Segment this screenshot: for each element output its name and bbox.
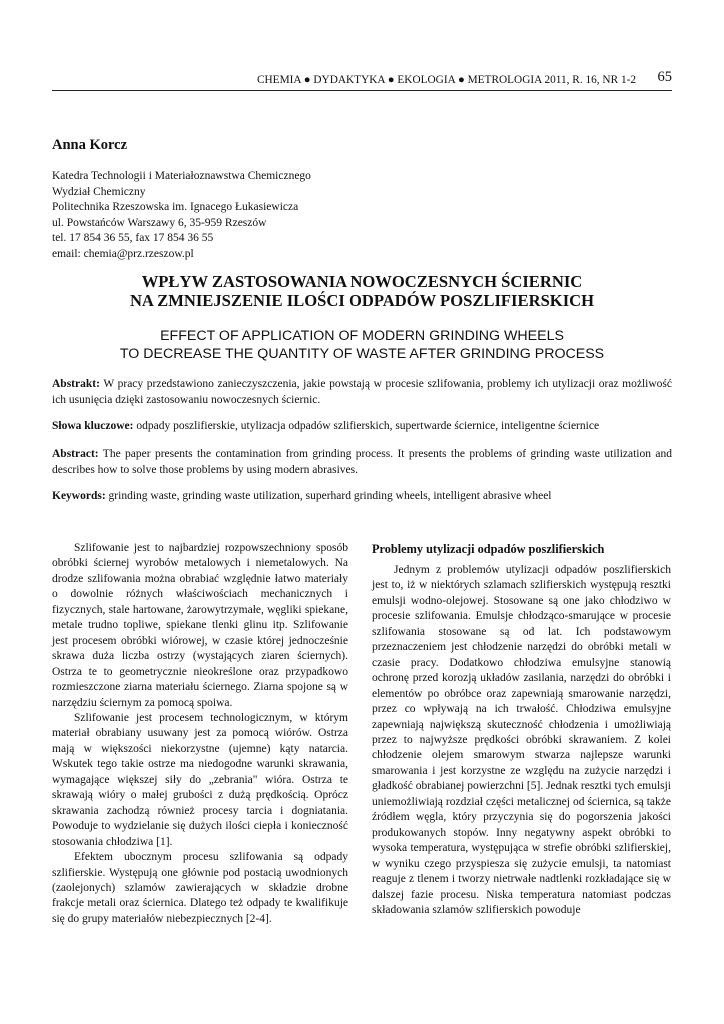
title-english-line: TO DECREASE THE QUANTITY OF WASTE AFTER GRINDING PROCESS <box>119 346 605 362</box>
author-name: Anna Korcz <box>52 137 128 153</box>
header-rule <box>52 90 672 91</box>
body-column-right <box>372 541 671 918</box>
affiliation-block <box>52 169 311 263</box>
abstract-english-label: Abstract: <box>52 448 99 460</box>
abstract-polish <box>52 377 672 408</box>
title-english-line: EFFECT OF APPLICATION OF MODERN GRINDING WHEELS <box>160 328 564 344</box>
body-paragraph: Szlifowanie jest to najbardziej rozpowszechniony sposób obróbki ściernej wyrobów metalowych i niemetalowych. Na drodze szlifowania można obrabiać względnie łatwo materiały o dowolnie różnych właściwościach mechanicznych i fizycznych, stale hartowane, żarowytrzymałe, węgliki spiekane, metale trudno topliwe, spiekane tlenki glinu itp. Szlifowanie jest procesem obróbki wiórowej, w czasie której jednocześnie skrawa duża liczba ostrzy (wystających ziaren ściernych). Ostrza te to geometrycznie nieokreślone oraz przypadkowo rozmieszczone ziarna materiału ściernego. Ziarna spojone są w narzędziu ściernym za pomocą spoiwa. <box>52 542 348 709</box>
affiliation-line: ul. Powstańców Warszawy 6, 35-959 Rzeszów <box>52 216 267 229</box>
keywords-polish <box>52 419 672 435</box>
affiliation-line: tel. 17 854 36 55, fax 17 854 36 55 <box>52 232 214 245</box>
section-heading: Problemy utylizacji odpadów poszlifierskich <box>372 542 605 556</box>
affiliation-email: email: chemia@prz.rzeszow.pl <box>52 247 194 260</box>
affiliation-line: Wydział Chemiczny <box>52 185 146 198</box>
body-paragraph: Szlifowanie jest procesem technologicznym, w którym materiał obrabiany usuwany jest za pomocą wiórów. Ostrza mają w większości niekorzystne (ujemne) kąty natarcia. Wskutek tego takie ostrze ma niedogodne warunki skrawania, wymagające większej siły do „zebrania" wióra. Ostrza te skrawają wióry o małej grubości z dużą prędkością. Oprócz skrawania zachodzą również procesy tarcia i dogniatania. Powoduje to wydzielanie się dużych ilości ciepła i konieczność stosowania chłodziwa [1]. <box>52 711 348 848</box>
keywords-english <box>52 489 672 505</box>
abstract-english <box>52 447 672 478</box>
keywords-english-label: Keywords: <box>52 490 106 502</box>
title-polish <box>52 272 672 310</box>
title-polish-line: NA ZMNIEJSZENIE ILOŚCI ODPADÓW POSZLIFIERSKICH <box>129 291 595 310</box>
body-paragraph: Jednym z problemów utylizacji odpadów poszlifierskich jest to, iż w niektórych szlamach szlifierskich występują resztki emulsji wodno-olejowej. Stosowane są one jako chłodziwo w procesie szlifowania. Emulsje chłodząco-smarujące w procesie szlifowania stosowane są od lat. Ich podstawowym przeznaczeniem jest chłodzenie narzędzi do obróbki metali w czasie pracy. Dodatkowo chłodziwa emulsyjne stanowią ochronę przed korozją układów zasilania, narzędzi do obróbki i elementów po obróbce oraz zapewniają smarowanie narzędzi, przez co wpływają na ich trwałość. Chłodziwa emulsyjne zapewniają największą skuteczność chłodzenia i umożliwiają przez to najwyższe prędkości obróbki skrawaniem. Z kolei chłodzenie olejem smarowym stwarza najlepsze warunki smarowania i jest korzystne ze względu na zużycie narzędzi i gładkość obrabianej powierzchni [5]. Jednak resztki tych emulsji uniemożliwiają rozdział części metalicznej od ściernica, są także źródłem węgla, który przyczynia się do pogorszenia jakości produkowanych stopów. Inny negatywny aspekt obróbki to wysoka temperatura, występująca w strefie obróbki szlifierskiej, w wyniku czego przyspiesza się zużycie emulsji, ta natomiast reaguje z tlenem i tworzy nietrwałe nadtlenki rozkładające się w dalszej fazie procesu. Niska temperatura natomiast podczas składowania szlamów szlifierskich powoduje <box>372 564 671 916</box>
affiliation-line: Politechnika Rzeszowska im. Ignacego Łukasiewicza <box>52 201 299 214</box>
keywords-polish-text: odpady poszlifierskie, utylizacja odpadów szlifierskich, supertwarde ściernice, inteligentne ściernice <box>133 420 600 432</box>
journal-title: CHEMIA ● DYDAKTYKA ● EKOLOGIA ● METROLOGIA 2011, R. 16, NR 1-2 <box>256 74 636 86</box>
body-column-left <box>52 541 348 927</box>
page-number: 65 <box>657 69 672 85</box>
body-paragraph: Efektem ubocznym procesu szlifowania są odpady szlifierskie. Występują one głównie pod postacią uwodnionych (zaolejonych) szlamów zawierających w składzie drobne frakcje metali oraz ściernica. Dlatego też odpady te kwalifikuje się do grupy materiałów niebezpiecznych [2-4]. <box>52 851 348 925</box>
running-header <box>52 69 672 90</box>
keywords-english-text: grinding waste, grinding waste utilization, superhard grinding wheels, intelligent abrasive wheel <box>105 490 552 502</box>
title-polish-line: WPŁYW ZASTOSOWANIA NOWOCZESNYCH ŚCIERNIC <box>141 272 583 291</box>
abstract-polish-text: W pracy przedstawiono zanieczyszczenia, jakie powstają w procesie szlifowania, problemy ich utylizacji oraz możliwość ich usunięcia dzięki zastosowaniu nowoczesnych ściernic. <box>52 378 672 406</box>
abstract-english-text: The paper presents the contamination from grinding process. It presents the problems of grinding waste utilization and describes how to solve those problems by using modern abrasives. <box>52 448 672 476</box>
title-english <box>52 327 672 363</box>
abstract-polish-label: Abstrakt: <box>52 378 100 390</box>
keywords-polish-label: Słowa kluczowe: <box>52 420 134 432</box>
affiliation-line: Katedra Technologii i Materiałoznawstwa Chemicznego <box>52 170 311 182</box>
